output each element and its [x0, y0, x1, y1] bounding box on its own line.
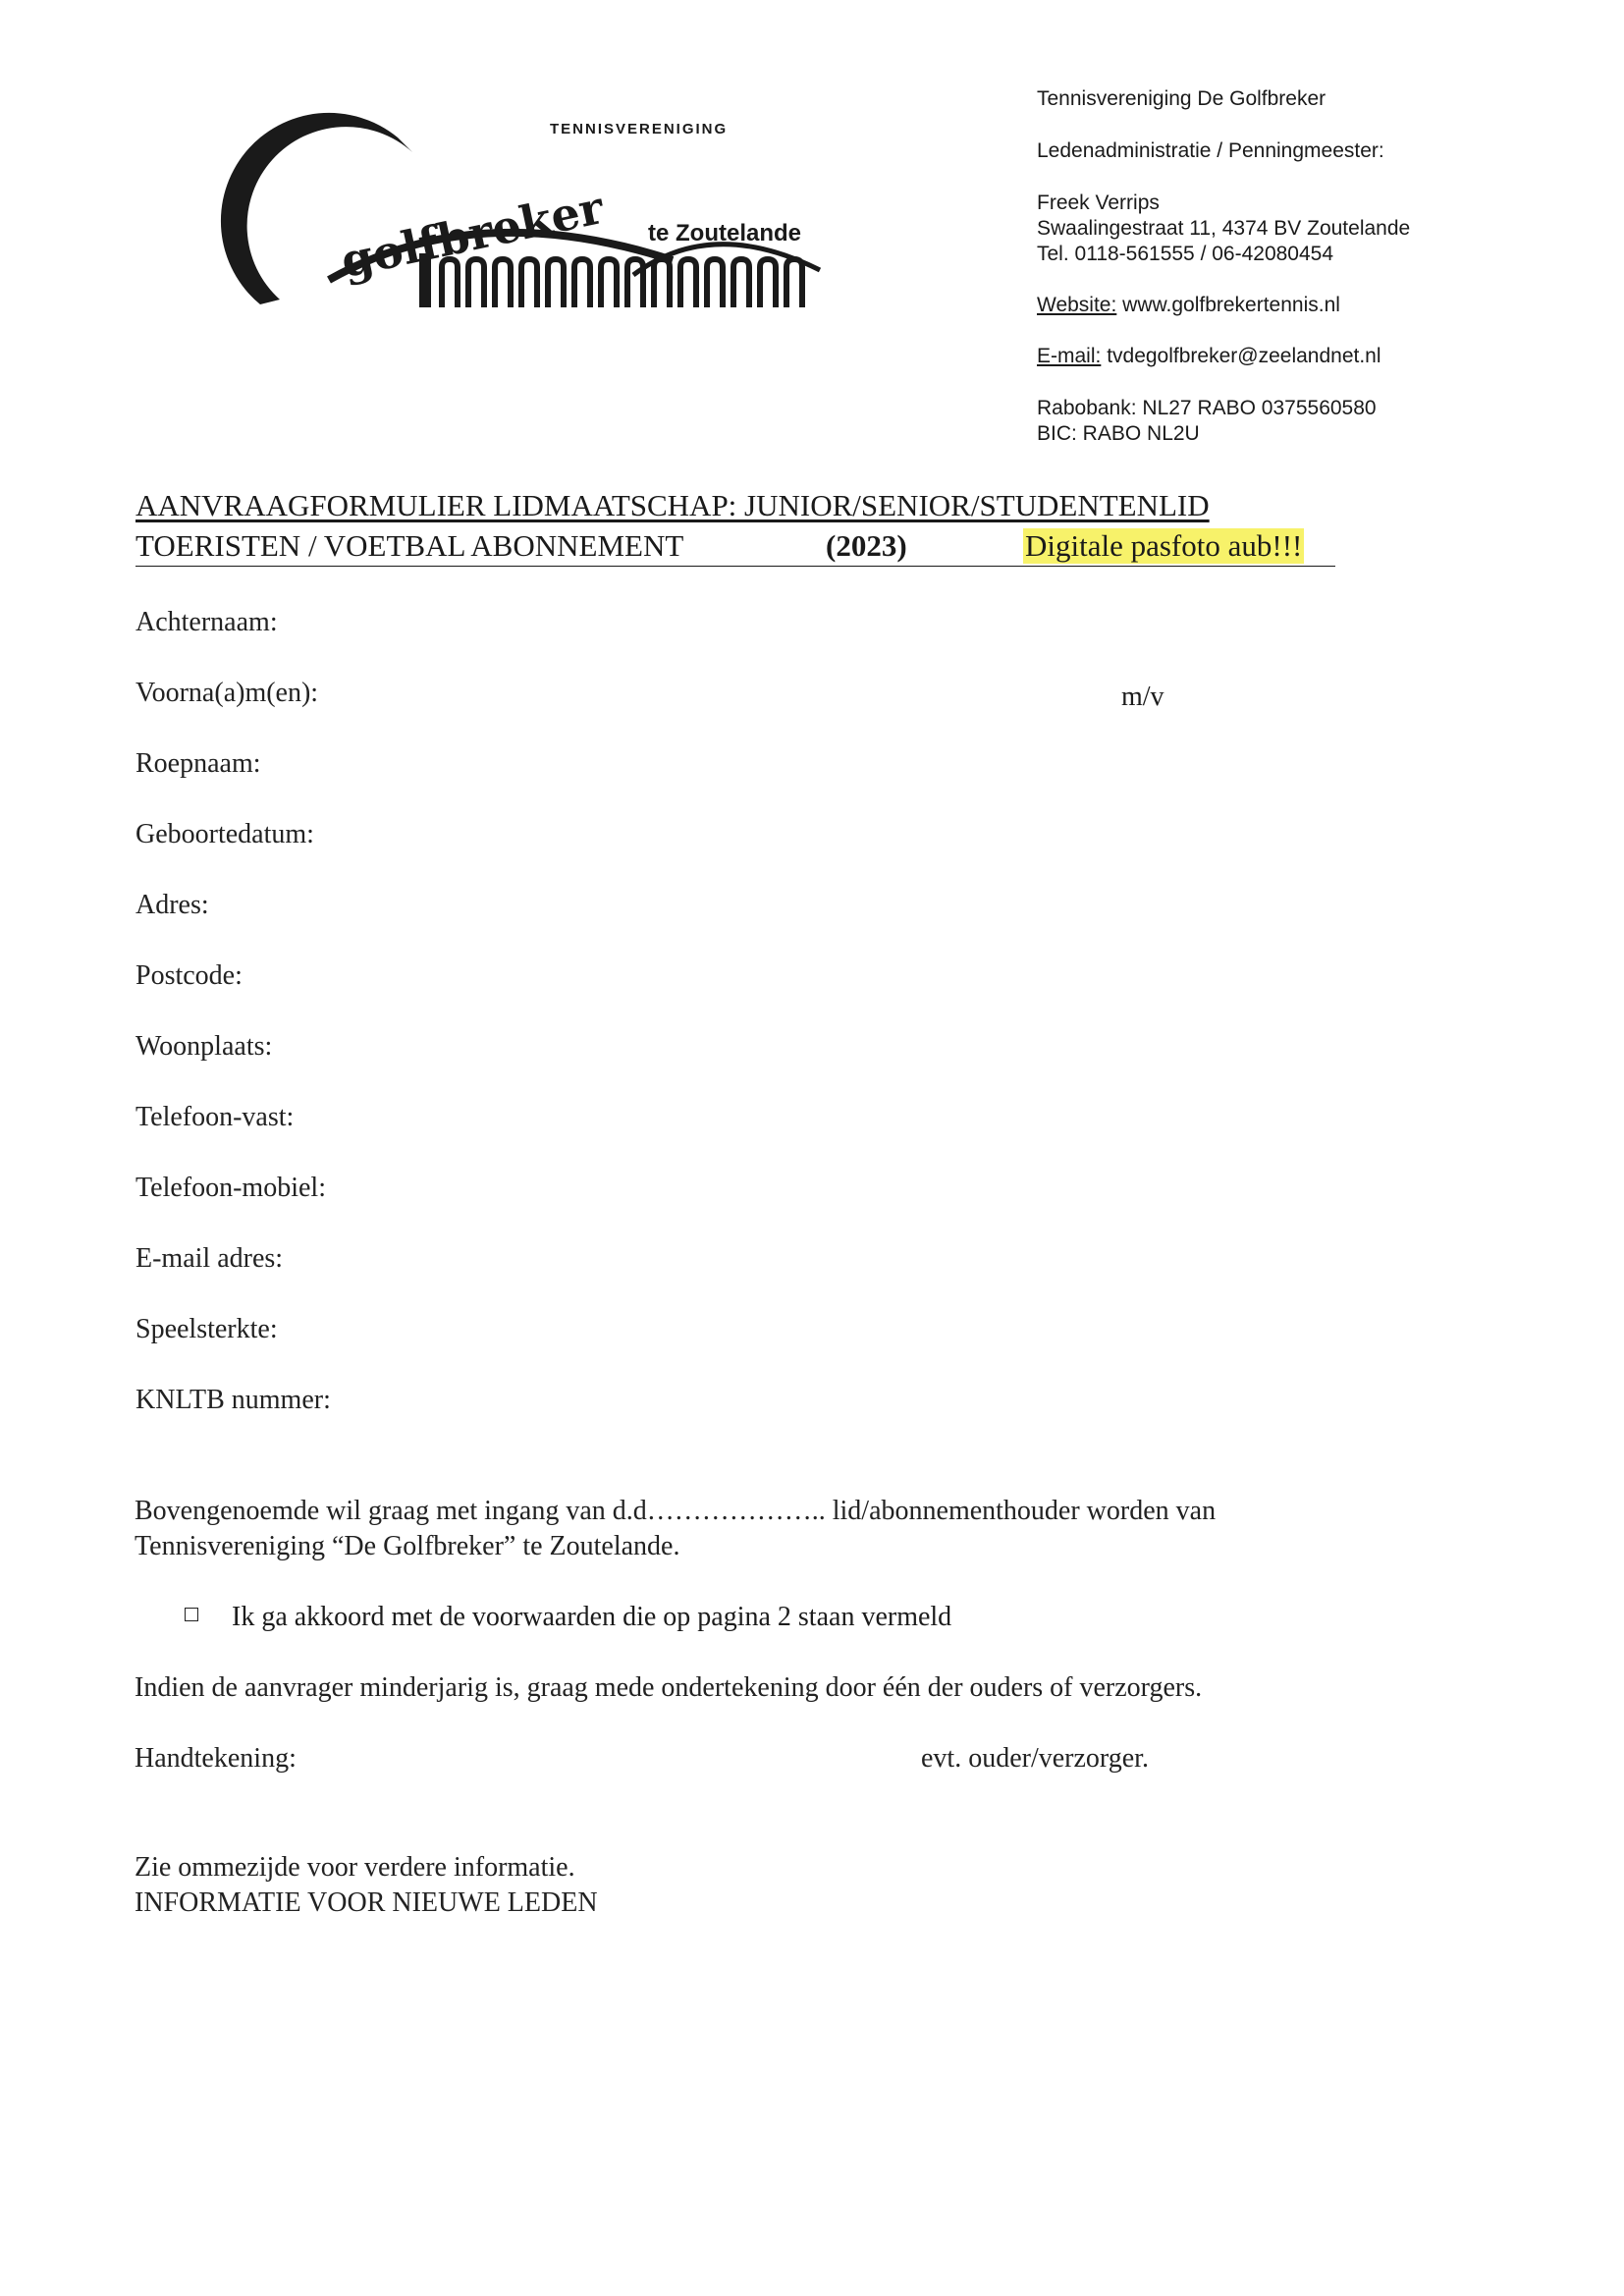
field-voornamen: Voorna(a)m(en): [135, 678, 319, 708]
minor-note: Indien de aanvrager minderjarig is, graag mede ondertekening door één der ouders of verzorgers. [135, 1672, 1203, 1703]
field-telefoon-mobiel: Telefoon-mobiel: [135, 1173, 326, 1203]
field-knltb: KNLTB nummer: [135, 1385, 331, 1415]
form-year: (2023) [826, 528, 907, 563]
contact-name: Freek Verrips [1037, 191, 1160, 214]
field-speelsterkte: Speelsterkte: [135, 1314, 278, 1344]
statement-line2: Tennisvereniging “De Golfbreker” te Zoutelande. [135, 1531, 680, 1561]
field-geboortedatum: Geboortedatum: [135, 819, 314, 849]
website-label: Website: [1037, 294, 1117, 316]
agree-label: Ik ga akkoord met de voorwaarden die op pagina 2 staan vermeld [232, 1602, 952, 1632]
logo-top-text: TENNISVERENIGING [550, 121, 729, 137]
field-email: E-mail adres: [135, 1243, 284, 1274]
parent-signature-label: evt. ouder/verzorger. [921, 1743, 1149, 1774]
contact-bic: BIC: RABO NL2U [1037, 422, 1200, 445]
field-adres: Adres: [135, 890, 209, 920]
agree-checkbox-row[interactable] [185, 1602, 951, 1633]
contact-admin: Ledenadministratie / Penningmeester: [1037, 139, 1384, 162]
website-link[interactable]: www.golfbrekertennis.nl [1122, 294, 1340, 316]
field-woonplaats: Woonplaats: [135, 1031, 273, 1062]
contact-email [1037, 344, 1381, 369]
checkbox-icon[interactable] [185, 1608, 198, 1621]
field-postcode: Postcode: [135, 960, 243, 991]
logo-word: golfbreker [336, 180, 609, 289]
email-label: E-mail: [1037, 345, 1102, 367]
logo-tagline: te Zoutelande [648, 220, 802, 246]
contact-website [1037, 293, 1340, 318]
contact-club: Tennisvereniging De Golfbreker [1037, 87, 1326, 110]
footer-info-heading: INFORMATIE VOOR NIEUWE LEDEN [135, 1887, 598, 1918]
form-title: AANVRAAGFORMULIER LIDMAATSCHAP: JUNIOR/SENIOR/STUDENTENLID [135, 488, 1210, 522]
subtitle-text: TOERISTEN / VOETBAL ABONNEMENT [135, 528, 684, 563]
footer-note: Zie ommezijde voor verdere informatie. [135, 1852, 575, 1883]
field-achternaam: Achternaam: [135, 607, 278, 637]
contact-address: Swaalingestraat 11, 4374 BV Zoutelande [1037, 217, 1411, 240]
form-subtitle [135, 528, 1335, 567]
signature-label: Handtekening: [135, 1743, 297, 1774]
contact-bank: Rabobank: NL27 RABO 0375560580 [1037, 397, 1377, 419]
field-telefoon-vast: Telefoon-vast: [135, 1102, 295, 1132]
photo-note: Digitale pasfoto aub!!! [1025, 528, 1303, 563]
field-roepnaam: Roepnaam: [135, 748, 261, 779]
email-link[interactable]: tvdegolfbreker@zeelandnet.nl [1107, 345, 1381, 367]
statement-line1: Bovengenoemde wil graag met ingang van d.d……………….. lid/abonnementhouder worden van [135, 1496, 1217, 1526]
contact-tel: Tel. 0118-561555 / 06-42080454 [1037, 243, 1334, 265]
gender-option: m/v [1121, 682, 1164, 712]
club-logo [201, 98, 849, 329]
